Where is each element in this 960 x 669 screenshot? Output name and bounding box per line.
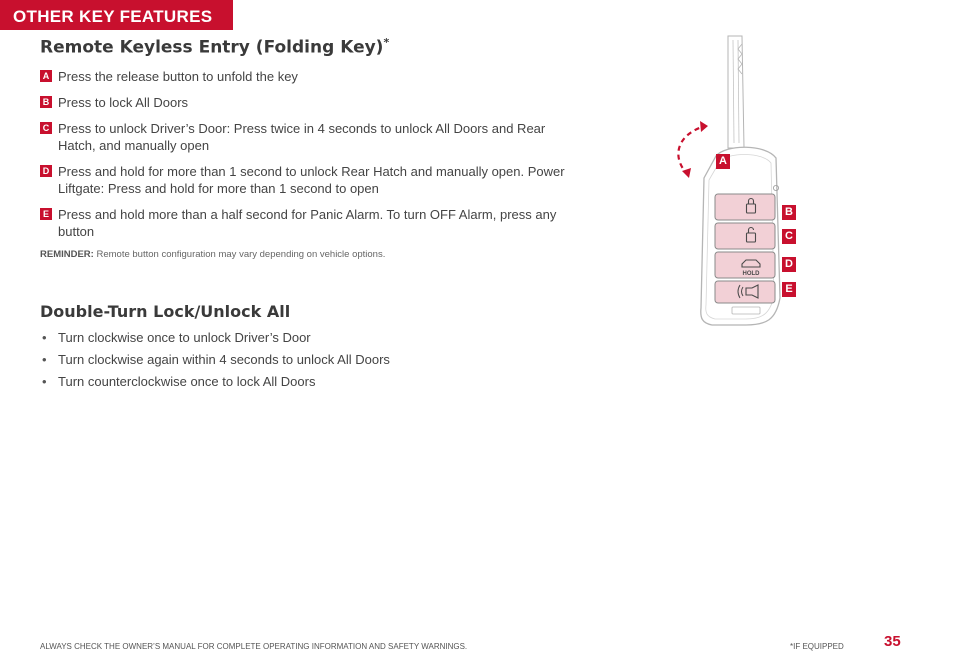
list-item bbox=[40, 94, 580, 111]
footer-warning: ALWAYS CHECK THE OWNER’S MANUAL FOR COMPLETE OPERATING INFORMATION AND SAFETY WARNINGS. bbox=[40, 642, 468, 651]
item-text: Press the release button to unfold the key bbox=[58, 69, 298, 84]
list-item: • Turn clockwise once to unlock Driver’s Door bbox=[40, 329, 390, 346]
letter-badge: E bbox=[40, 208, 52, 220]
remote-button-list bbox=[40, 68, 580, 240]
lock-button bbox=[715, 194, 775, 220]
list-item: • Turn clockwise again within 4 seconds to unlock All Doors bbox=[40, 351, 390, 368]
if-equipped-mark: * bbox=[383, 36, 390, 49]
callout-d: D bbox=[782, 257, 796, 272]
list-item bbox=[40, 68, 580, 85]
panic-button bbox=[715, 281, 775, 303]
reminder-text: Remote button configuration may vary depending on vehicle options. bbox=[96, 249, 386, 260]
callout-b: B bbox=[782, 205, 796, 220]
unlock-button bbox=[715, 223, 775, 249]
item-text: Press to lock All Doors bbox=[58, 95, 189, 110]
list-item bbox=[40, 163, 580, 197]
list-item bbox=[40, 120, 580, 154]
item-text: Press and hold more than a half second for Panic Alarm. To turn OFF Alarm, press any button bbox=[58, 207, 557, 239]
double-turn-title: Double-Turn Lock/Unlock All bbox=[40, 302, 291, 321]
letter-badge: C bbox=[40, 122, 52, 134]
section-tab: OTHER KEY FEATURES bbox=[0, 0, 233, 30]
if-equipped-note: *IF EQUIPPED bbox=[790, 642, 844, 651]
list-item: • Turn counterclockwise once to lock All Doors bbox=[40, 373, 390, 390]
remote-keyless-title-text: Remote Keyless Entry (Folding Key) bbox=[40, 37, 384, 58]
unfold-arrow-icon bbox=[678, 121, 708, 178]
list-item bbox=[40, 206, 580, 240]
key-blade bbox=[728, 36, 744, 148]
callout-c: C bbox=[782, 229, 796, 244]
reminder-label: REMINDER: bbox=[40, 249, 94, 260]
folding-key-illustration bbox=[660, 28, 810, 338]
item-text: Press to unlock Driver’s Door: Press twice in 4 seconds to unlock All Doors and Rear Hatch, and manually open bbox=[58, 121, 546, 153]
reminder-note bbox=[40, 249, 385, 260]
hold-label: HOLD bbox=[742, 271, 760, 277]
letter-badge: D bbox=[40, 165, 52, 177]
letter-badge: A bbox=[40, 70, 52, 82]
double-turn-list bbox=[40, 329, 390, 390]
callout-a: A bbox=[716, 154, 730, 169]
item-text: Press and hold for more than 1 second to unlock Rear Hatch and manually open. Power Liftgate: Press and hold for more than 1 second to open bbox=[58, 164, 565, 196]
letter-badge: B bbox=[40, 96, 52, 108]
page-number: 35 bbox=[884, 633, 901, 650]
callout-e: E bbox=[782, 282, 796, 297]
remote-keyless-title bbox=[40, 36, 389, 58]
